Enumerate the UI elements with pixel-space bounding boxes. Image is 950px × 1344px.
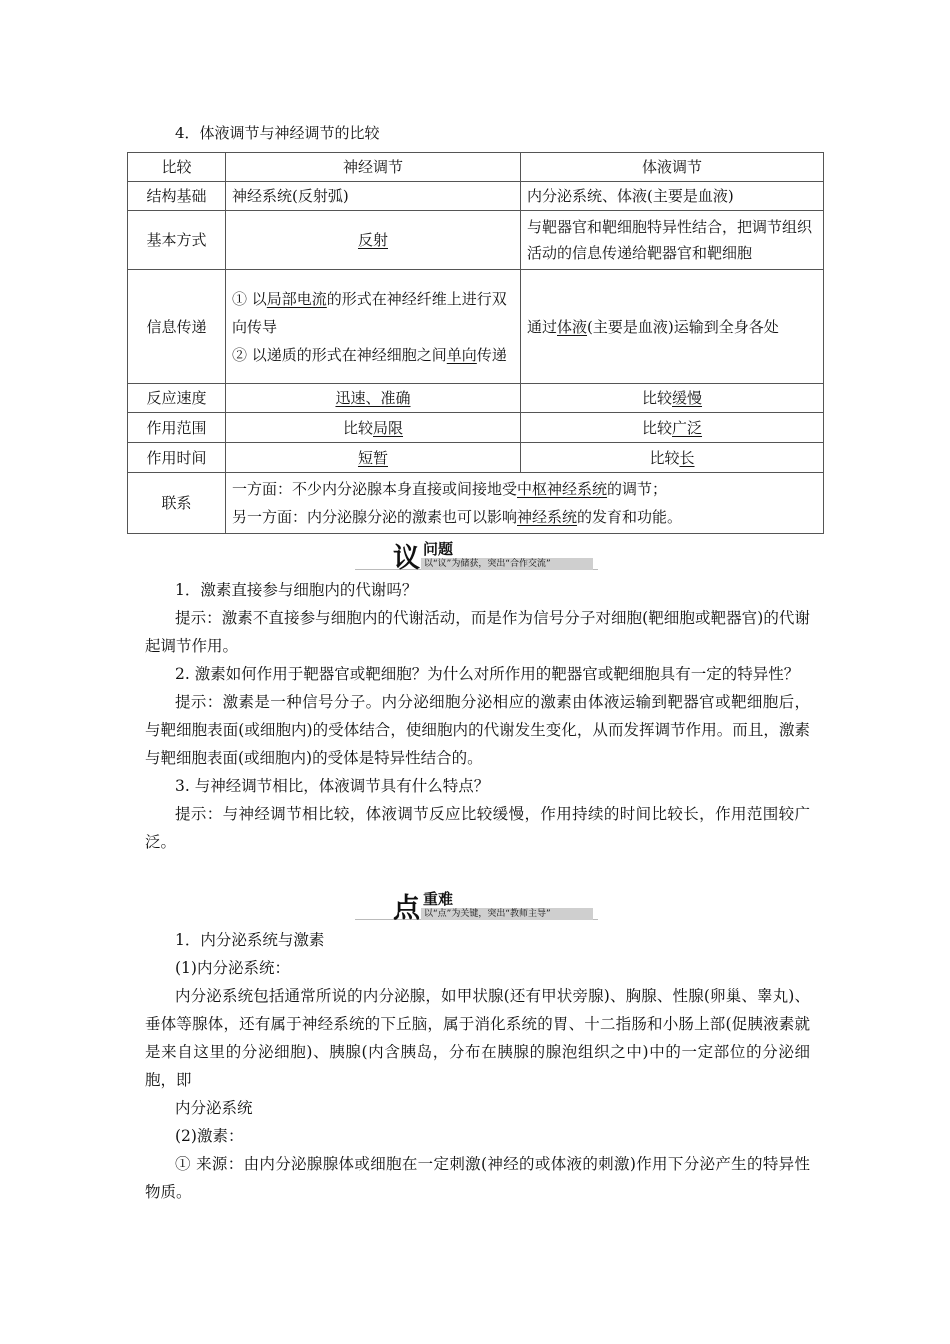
- banner-glyph: 点: [393, 893, 420, 924]
- banner-heading: 问题: [423, 540, 454, 558]
- nerve-cell: [226, 413, 521, 443]
- hint: 提示：激素是一种信号分子。内分泌细胞分泌相应的激素由体液运输到靶器官或靶细胞后，与靶细胞表面(或细胞内)的受体结合，使细胞内的代谢发生变化，从而发挥调节作用。而且，激素与靶细胞表面(或细胞内)的受体是特异性结合的。: [145, 693, 810, 767]
- keypoint-section: [145, 926, 810, 1206]
- comparison-table: [127, 152, 824, 534]
- text-run: 的形式在神经纤维上进行双向传导: [232, 289, 507, 336]
- text-run: (主要是血液)运输到全身各处: [587, 317, 779, 336]
- discussion-section: [145, 576, 810, 856]
- paragraph: 内分泌系统包括通常所说的内分泌腺，如甲状腺(还有甲状旁腺)、胸腺、性腺(卵巢、睾丸)、垂体等腺体，还有属于神经系统的下丘脑，属于消化系统的胃、十二指肠和小肠上部(促胰液素就是来自这里的分泌细胞)、胰腺(内含胰岛，分布在胰腺的腺泡组织之中)中的一定部位的分泌细胞，即: [145, 987, 810, 1089]
- keypoint-heading: 1．内分泌系统与激素: [175, 931, 325, 949]
- table-header-cell: 神经调节: [226, 153, 521, 182]
- underlined-answer: 反射: [357, 231, 388, 249]
- table-row: [128, 473, 824, 534]
- underlined-answer: 缓慢: [672, 389, 703, 407]
- row-label: 作用范围: [128, 413, 226, 443]
- table-header-row: [128, 153, 824, 182]
- underlined-answer: 长: [679, 448, 695, 467]
- text-run: 比较: [641, 418, 672, 437]
- underlined-answer: 广泛: [672, 418, 703, 437]
- banner-subtitle: 以“点”为关键，突出“教师主导”: [424, 909, 551, 919]
- banner-glyph: 议: [393, 543, 420, 574]
- question: 2. 激素如何作用于靶器官或靶细胞？为什么对所作用的靶器官或靶细胞具有一定的特异性？: [175, 665, 800, 683]
- hint: 提示：激素不直接参与细胞内的代谢活动，而是作为信号分子对细胞(靶细胞或靶器官)的代谢起调节作用。: [145, 609, 810, 655]
- keypoint-subheading: (2)激素：: [175, 1127, 244, 1145]
- underlined-answer: 短暂: [357, 448, 388, 467]
- hint: 提示：与神经调节相比较，体液调节反应比较缓慢，作用持续的时间比较长，作用范围较广泛。: [145, 805, 810, 851]
- link-cell: [226, 473, 824, 534]
- table-row: [128, 182, 824, 211]
- nerve-cell: [226, 443, 521, 473]
- table-row: [128, 270, 824, 384]
- row-label: 反应速度: [128, 384, 226, 413]
- discussion-banner: [0, 538, 950, 572]
- text-run: ② 以递质的形式在神经细胞之间: [232, 345, 447, 364]
- text-run: 另一方面：内分泌腺分泌的激素也可以影响: [232, 508, 518, 526]
- underlined-answer: 局限: [373, 418, 404, 437]
- row-label: 联系: [128, 473, 226, 534]
- table-header-cell: 比较: [128, 153, 226, 182]
- underlined-answer: 神经系统: [517, 508, 578, 526]
- nerve-cell: [226, 270, 521, 384]
- text-run: 比较: [342, 418, 373, 437]
- humoral-cell: [521, 413, 824, 443]
- row-label: 基本方式: [128, 211, 226, 270]
- text-run: 比较: [641, 389, 672, 407]
- paragraph: ① 来源：由内分泌腺腺体或细胞在一定刺激(神经的或体液的刺激)作用下分泌产生的特异性物质。: [145, 1155, 810, 1201]
- question: 3. 与神经调节相比，体液调节具有什么特点？: [175, 777, 490, 795]
- underlined-answer: 单向: [446, 345, 477, 364]
- underlined-answer: 中枢神经系统: [517, 480, 608, 498]
- underlined-answer: 体液: [557, 317, 588, 336]
- question: 1．激素直接参与细胞内的代谢吗？: [175, 581, 418, 599]
- row-label: 作用时间: [128, 443, 226, 473]
- table-header-cell: 体液调节: [521, 153, 824, 182]
- table-row: [128, 384, 824, 413]
- section-title: 4．体液调节与神经调节的比较: [175, 124, 380, 142]
- text-run: 一方面：不少内分泌腺本身直接或间接地受: [232, 480, 518, 498]
- text-run: 的发育和功能。: [577, 508, 683, 526]
- underlined-answer: 局部电流: [266, 289, 327, 308]
- row-label: 信息传递: [128, 270, 226, 384]
- banner-subtitle: 以“议”为储获，突出“合作交流”: [424, 559, 551, 569]
- humoral-cell: 内分泌系统、体液(主要是血液): [521, 182, 824, 211]
- paragraph: 内分泌系统: [175, 1099, 253, 1117]
- table-row: [128, 413, 824, 443]
- text-run: ① 以: [232, 289, 267, 308]
- humoral-cell: [521, 270, 824, 384]
- text-run: 通过: [527, 317, 558, 336]
- table-row: [128, 443, 824, 473]
- table-row: [128, 211, 824, 270]
- humoral-cell: [521, 384, 824, 413]
- banner-heading: 重难: [423, 890, 454, 908]
- keypoint-banner: [0, 888, 950, 922]
- nerve-cell: [226, 211, 521, 270]
- text-run: 比较: [649, 448, 680, 467]
- text-run: 的调节；: [607, 480, 668, 498]
- row-label: 结构基础: [128, 182, 226, 211]
- underlined-answer: 迅速、准确: [335, 389, 411, 407]
- nerve-cell: 神经系统(反射弧): [226, 182, 521, 211]
- humoral-cell: [521, 443, 824, 473]
- keypoint-subheading: (1)内分泌系统：: [175, 959, 290, 977]
- text-run: 传递: [476, 345, 507, 364]
- nerve-cell: [226, 384, 521, 413]
- humoral-cell: 与靶器官和靶细胞特异性结合，把调节组织活动的信息传递给靶器官和靶细胞: [521, 211, 824, 270]
